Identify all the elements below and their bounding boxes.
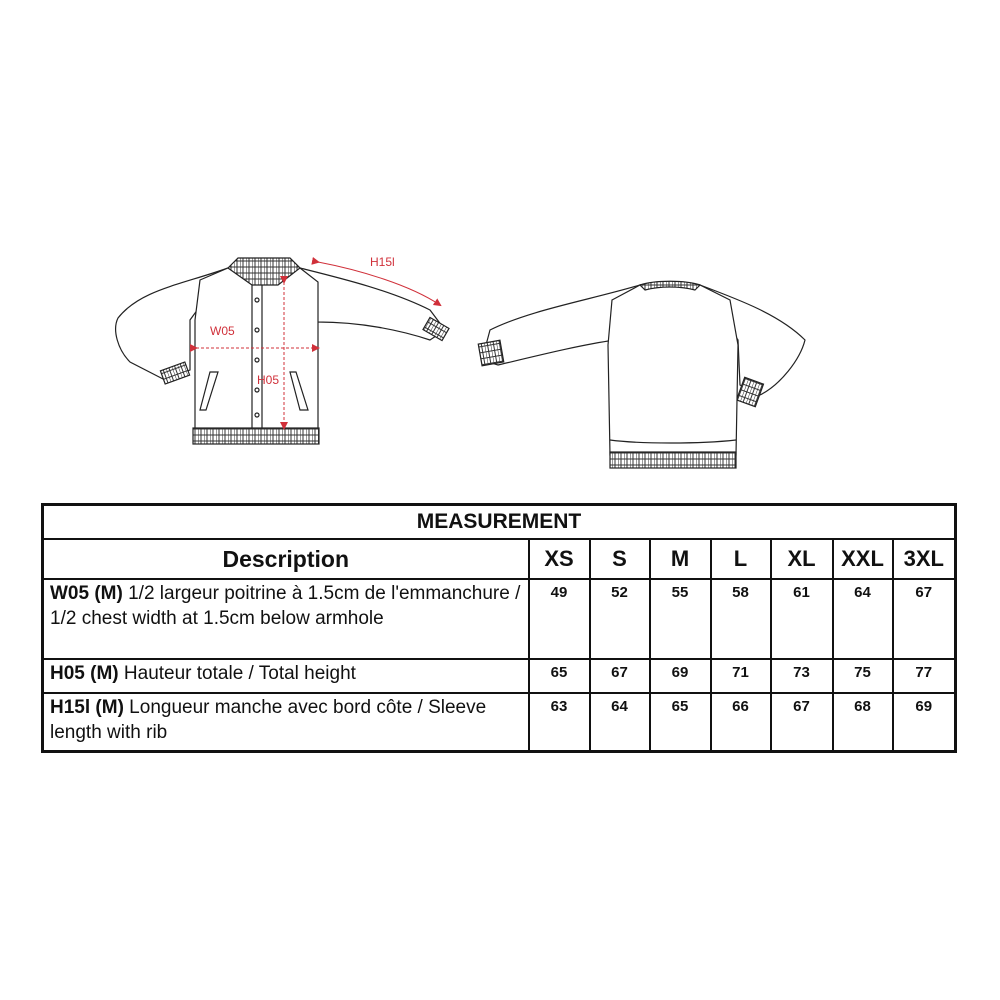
row-text: Hauteur totale / Total height (118, 663, 356, 684)
table-row (43, 659, 956, 693)
cell-value: 58 (711, 579, 771, 659)
row-description (43, 579, 529, 659)
row-code: W05 (M) (50, 583, 123, 604)
cell-value: 67 (590, 659, 650, 693)
cell-value: 55 (650, 579, 711, 659)
h15l-label: H15l (370, 255, 395, 269)
cell-value: 63 (529, 693, 590, 751)
cell-value: 61 (771, 579, 833, 659)
size-header: 3XL (893, 539, 956, 579)
measurement-table (41, 503, 957, 753)
table-title: MEASUREMENT (43, 505, 956, 540)
cell-value: 65 (529, 659, 590, 693)
w05-label: W05 (210, 324, 235, 338)
cell-value: 69 (650, 659, 711, 693)
cell-value: 71 (711, 659, 771, 693)
cell-value: 52 (590, 579, 650, 659)
cell-value: 64 (833, 579, 893, 659)
measurement-table-container (41, 503, 954, 753)
size-header: L (711, 539, 771, 579)
cell-value: 73 (771, 659, 833, 693)
cell-value: 49 (529, 579, 590, 659)
cell-value: 67 (893, 579, 956, 659)
row-description (43, 659, 529, 693)
cell-value: 68 (833, 693, 893, 751)
back-jacket-drawing (478, 281, 805, 468)
row-text: Longueur manche avec bord côte / Sleeve length with rib (50, 697, 487, 743)
table-row (43, 579, 956, 659)
size-header: XS (529, 539, 590, 579)
cell-value: 75 (833, 659, 893, 693)
row-code: H15l (M) (50, 697, 124, 718)
size-header: S (590, 539, 650, 579)
cell-value: 65 (650, 693, 711, 751)
h05-label: H05 (257, 373, 280, 387)
cell-value: 69 (893, 693, 956, 751)
cell-value: 77 (893, 659, 956, 693)
row-description (43, 693, 529, 751)
size-header: XL (771, 539, 833, 579)
cell-value: 64 (590, 693, 650, 751)
size-header: XXL (833, 539, 893, 579)
row-text: 1/2 largeur poitrine à 1.5cm de l'emmanchure / 1/2 chest width at 1.5cm below armhole (50, 583, 521, 629)
cell-value: 67 (771, 693, 833, 751)
row-code: H05 (M) (50, 663, 119, 684)
front-jacket-drawing (116, 258, 449, 444)
description-header: Description (43, 539, 529, 579)
size-header: M (650, 539, 711, 579)
cell-value: 66 (711, 693, 771, 751)
table-row (43, 693, 956, 751)
